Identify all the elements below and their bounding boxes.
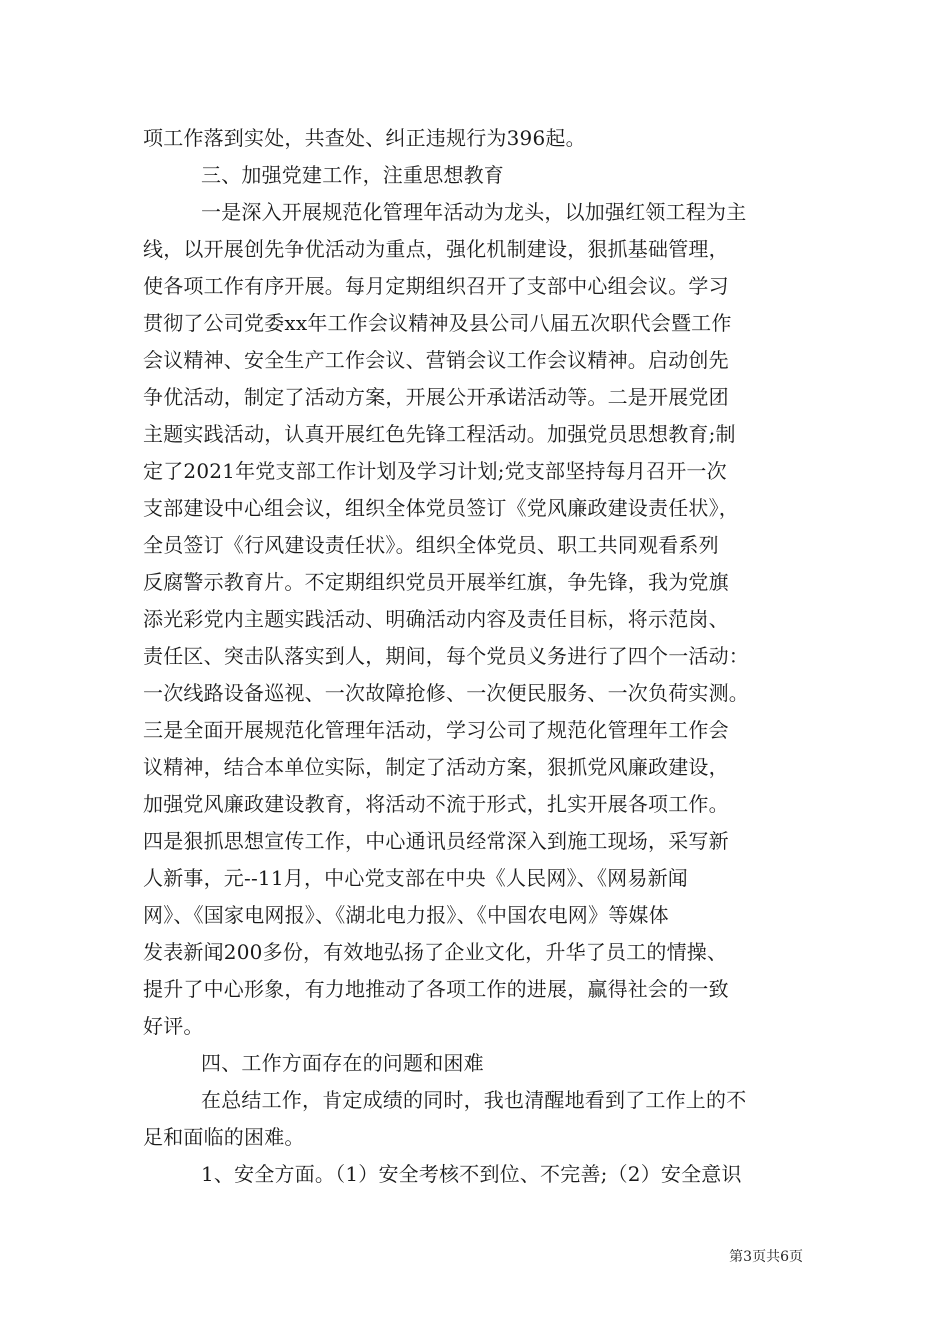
paragraph-line: 项工作落到实处，共查处、纠正违规行为396起。: [143, 126, 586, 150]
paragraph-line: 支部建设中心组会议，组织全体党员签订《党风廉政建设责任状》，: [143, 496, 739, 520]
paragraph-line: 定了2021年党支部工作计划及学习计划;党支部坚持每月召开一次: [143, 459, 727, 483]
paragraph-line: 足和面临的困难。: [143, 1125, 305, 1149]
page-number: 第3页共6页: [729, 1249, 803, 1265]
paragraph-line: 一是深入开展规范化管理年活动为龙头，以加强红领工程为主: [201, 200, 747, 224]
paragraph-line: 网》、《国家电网报》、《湖北电力报》、《中国农电网》等媒体: [143, 903, 669, 927]
paragraph-line: 反腐警示教育片。不定期组织党员开展举红旗，争先锋，我为党旗: [143, 570, 729, 594]
paragraph-line: 好评。: [143, 1014, 204, 1038]
paragraph-line: 议精神，结合本单位实际，制定了活动方案，狠抓党风廉政建设，: [143, 755, 729, 779]
paragraph-line: 争优活动，制定了活动方案，开展公开承诺活动等。二是开展党团: [143, 385, 729, 409]
paragraph-line: 全员签订《行风建设责任状》。组织全体党员、职工共同观看系列: [143, 533, 719, 557]
section-heading: 四、工作方面存在的问题和困难: [201, 1051, 484, 1075]
paragraph-line: 责任区、突击队落实到人，期间，每个党员义务进行了四个一活动：: [143, 644, 749, 668]
paragraph-line: 人新事，元--11月，中心党支部在中央《人民网》、《网易新闻: [143, 866, 688, 890]
paragraph-line: 1、安全方面。（1）安全考核不到位、不完善;（2）安全意识: [201, 1162, 742, 1186]
paragraph-line: 四是狠抓思想宣传工作，中心通讯员经常深入到施工现场，采写新: [143, 829, 729, 853]
paragraph-line: 添光彩党内主题实践活动、明确活动内容及责任目标，将示范岗、: [143, 607, 729, 631]
paragraph-line: 在总结工作，肯定成绩的同时，我也清醒地看到了工作上的不: [201, 1088, 747, 1112]
paragraph-line: 三是全面开展规范化管理年活动，学习公司了规范化管理年工作会: [143, 718, 729, 742]
paragraph-line: 发表新闻200多份，有效地弘扬了企业文化，升华了员工的情操、: [143, 940, 728, 964]
section-heading: 三、加强党建工作，注重思想教育: [201, 163, 504, 187]
paragraph-line: 一次线路设备巡视、一次故障抢修、一次便民服务、一次负荷实测。: [143, 681, 749, 705]
paragraph-line: 提升了中心形象，有力地推动了各项工作的进展，赢得社会的一致: [143, 977, 729, 1001]
paragraph-line: 贯彻了公司党委xx年工作会议精神及县公司八届五次职代会暨工作: [143, 311, 732, 335]
paragraph-line: 主题实践活动，认真开展红色先锋工程活动。加强党员思想教育;制: [143, 422, 736, 446]
paragraph-line: 会议精神、安全生产工作会议、营销会议工作会议精神。启动创先: [143, 348, 729, 372]
paragraph-line: 加强党风廉政建设教育，将活动不流于形式，扎实开展各项工作。: [143, 792, 729, 816]
paragraph-line: 使各项工作有序开展。每月定期组织召开了支部中心组会议。学习: [143, 274, 729, 298]
paragraph-line: 线，以开展创先争优活动为重点，强化机制建设，狠抓基础管理，: [143, 237, 729, 261]
